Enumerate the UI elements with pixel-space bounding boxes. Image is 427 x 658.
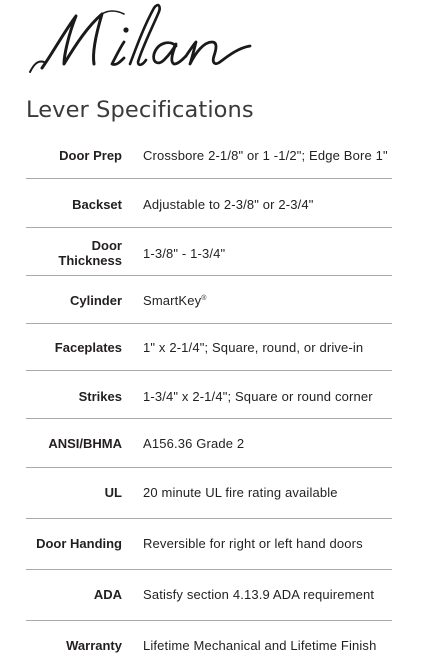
spec-label: UL — [104, 484, 122, 500]
divider — [26, 370, 392, 371]
spec-value: 1-3/8" - 1-3/4" — [143, 245, 226, 261]
spec-label-line: Door — [91, 238, 122, 253]
registered-mark: ® — [201, 294, 207, 302]
spec-value-text: SmartKey — [143, 292, 202, 308]
spec-label: ADA — [93, 586, 122, 602]
spec-value: Reversible for right or left hand doors — [143, 535, 363, 551]
spec-value: Lifetime Mechanical and Lifetime Finish — [143, 637, 377, 653]
spec-value: Crossbore 2-1/8" or 1 -1/2"; Edge Bore 1" — [143, 147, 388, 163]
spec-label: Faceplates — [54, 339, 122, 355]
spec-row-ul — [0, 481, 427, 503]
spec-value — [143, 293, 207, 308]
spec-row-strikes — [0, 385, 427, 407]
spec-row-door-prep — [0, 144, 427, 166]
spec-value: 1" x 2-1/4"; Square, round, or drive-in — [143, 339, 364, 355]
divider — [26, 323, 392, 324]
spec-row-ansi-bhma — [0, 432, 427, 454]
spec-row-ada — [0, 583, 427, 605]
spec-label: Backset — [72, 196, 122, 212]
spec-label-line: Thickness — [58, 253, 122, 268]
milan-script-logo — [24, 2, 284, 88]
spec-row-door-thickness — [0, 236, 427, 270]
spec-label: Door Handing — [36, 535, 122, 551]
spec-label: Warranty — [66, 637, 122, 653]
spec-label: Cylinder — [69, 292, 122, 308]
divider — [26, 569, 392, 570]
divider — [26, 275, 392, 276]
spec-row-backset — [0, 193, 427, 215]
spec-label: Door Prep — [59, 147, 122, 163]
divider — [26, 620, 392, 621]
spec-row-cylinder — [0, 289, 427, 311]
spec-row-warranty — [0, 634, 427, 656]
spec-row-faceplates — [0, 336, 427, 358]
divider — [26, 418, 392, 419]
spec-value: 1-3/4" x 2-1/4"; Square or round corner — [143, 388, 373, 404]
spec-value: 20 minute UL fire rating available — [143, 484, 338, 500]
spec-label: Strikes — [78, 388, 122, 404]
spec-value: Adjustable to 2-3/8" or 2-3/4" — [143, 196, 314, 212]
divider — [26, 518, 392, 519]
spec-value: Satisfy section 4.13.9 ADA requirement — [143, 586, 375, 602]
spec-label: ANSI/BHMA — [48, 435, 122, 451]
divider — [26, 467, 392, 468]
section-title: Lever Specifications — [26, 97, 254, 123]
divider — [26, 227, 392, 228]
divider — [26, 178, 392, 179]
spec-label — [0, 238, 122, 268]
spec-row-door-handing — [0, 532, 427, 554]
spec-value: A156.36 Grade 2 — [143, 435, 245, 451]
